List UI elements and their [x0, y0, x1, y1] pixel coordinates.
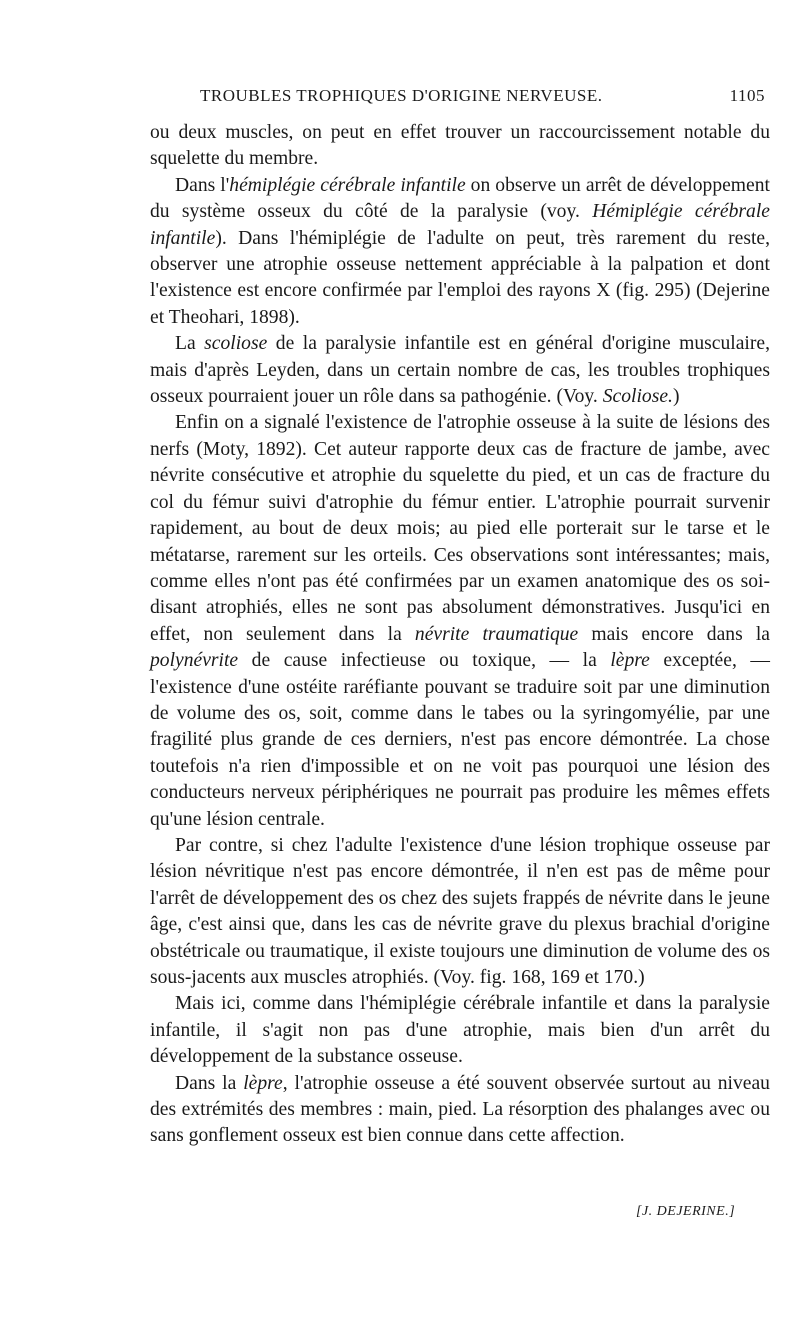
author-signature: [J. DEJERINE.] — [636, 1204, 736, 1219]
text-run: ). Dans l'hémiplégie de l'adulte on peut, très rarement du reste, observer une atrophie osseuse nettement appréciable à la palpation et dont l'existence est encore confirmée par l'emploi des rayons X (fig. 295) (Dejerine et Theohari, 1898). — [150, 227, 770, 328]
page-number: 1105 — [729, 86, 765, 105]
paragraph — [150, 991, 770, 1070]
text-run: de la paralysie infantile est en général d'origine musculaire, mais d'après Leyden, dans un certain nombre de cas, les troubles trophiques osseux pourraient jouer un rôle dans sa pathogénie. (Voy. — [150, 333, 770, 408]
body-text — [150, 120, 770, 1150]
text-run: Par contre, si chez l'adulte l'existence d'une lésion trophique osseuse par lésion névritique n'est pas encore démontrée, il n'en est pas de même pour l'arrêt de développement des os chez des sujets frappés de névrite dans le jeune âge, c'est ainsi que, dans les cas de névrite grave du plexus brachial d'origine obstétricale ou traumatique, il existe toujours une diminution de volume des os sous-jacents aux muscles atrophiés. (Voy. fig. 168, 169 et 170.) — [150, 834, 770, 988]
paragraph — [150, 410, 770, 833]
text-run: ) — [672, 386, 680, 408]
italic-term: Hémiplégie cérébrale infantile — [150, 201, 770, 249]
italic-term: hémiplégie cérébrale infantile — [229, 174, 466, 196]
text-run: Dans la — [175, 1072, 244, 1094]
text-run: exceptée, — l'existence d'une ostéite raréfiante pouvant se traduire soit par une diminution de volume des os, soit, comme dans le tabes ou la syringomyélie, par une fragilité plus grande de ces derniers, n'est pas encore démontrée. La chose toutefois n'a rien d'impossible et on ne voit pas pourquoi une lésion des conducteurs nerveux périphériques ne pourrait pas produire les mêmes effets qu'une lésion centrale. — [150, 650, 770, 830]
paragraph — [150, 173, 770, 331]
text-run: La — [175, 333, 205, 355]
text-run: Dans l' — [175, 174, 230, 196]
paragraph — [150, 1071, 770, 1150]
text-run: Enfin on a signalé l'existence de l'atrophie osseuse à la suite de lésions des nerfs (Moty, 1892). Cet auteur rapporte deux cas de fracture de jambe, avec névrite consécutive et atrophie du squelette du pied, et un cas de fracture du col du fémur suivi d'atrophie du fémur entier. L'atrophie pourrait survenir rapidement, au bout de deux mois; au pied elle porterait sur le tarse et le métatarse, rarement sur les orteils. Ces observations sont intéressantes; mais, comme elles n'ont pas été confirmées par un examen anatomique des os soi-disant atrophiés, elles ne sont pas absolument démonstratives. Jusqu'ici en effet, non seulement dans la — [150, 412, 770, 645]
italic-term: Scoliose. — [602, 386, 673, 408]
paragraph — [150, 120, 770, 173]
paragraph — [150, 331, 770, 410]
italic-term: scoliose — [204, 333, 268, 355]
running-title: TROUBLES TROPHIQUES D'ORIGINE NERVEUSE. — [200, 86, 603, 105]
text-run: on observe un arrêt de développement du système osseux du côté de la paralysie (voy. — [150, 174, 770, 223]
paragraph — [150, 833, 770, 991]
text-run: ou deux muscles, on peut en effet trouver un raccourcissement notable du squelette du membre. — [150, 122, 770, 170]
italic-term: lèpre — [610, 650, 650, 672]
text-run: , l'atrophie osseuse a été souvent observée surtout au niveau des extrémités des membres : main, pied. La résorption des phalanges avec ou sans gonflement osseux est bien connue dans cette affection. — [150, 1072, 770, 1147]
text-run: Mais ici, comme dans l'hémiplégie cérébrale infantile et dans la paralysie infantile, il s'agit non pas d'une atrophie, mais bien d'un arrêt du développement de la substance osseuse. — [150, 993, 770, 1068]
text-run: de cause infectieuse ou toxique, — la — [238, 650, 611, 672]
italic-term: polynévrite — [150, 650, 239, 672]
running-head — [150, 86, 765, 116]
italic-term: lèpre — [243, 1072, 283, 1094]
text-run: mais encore dans la — [578, 623, 770, 645]
italic-term: névrite traumatique — [414, 623, 579, 645]
